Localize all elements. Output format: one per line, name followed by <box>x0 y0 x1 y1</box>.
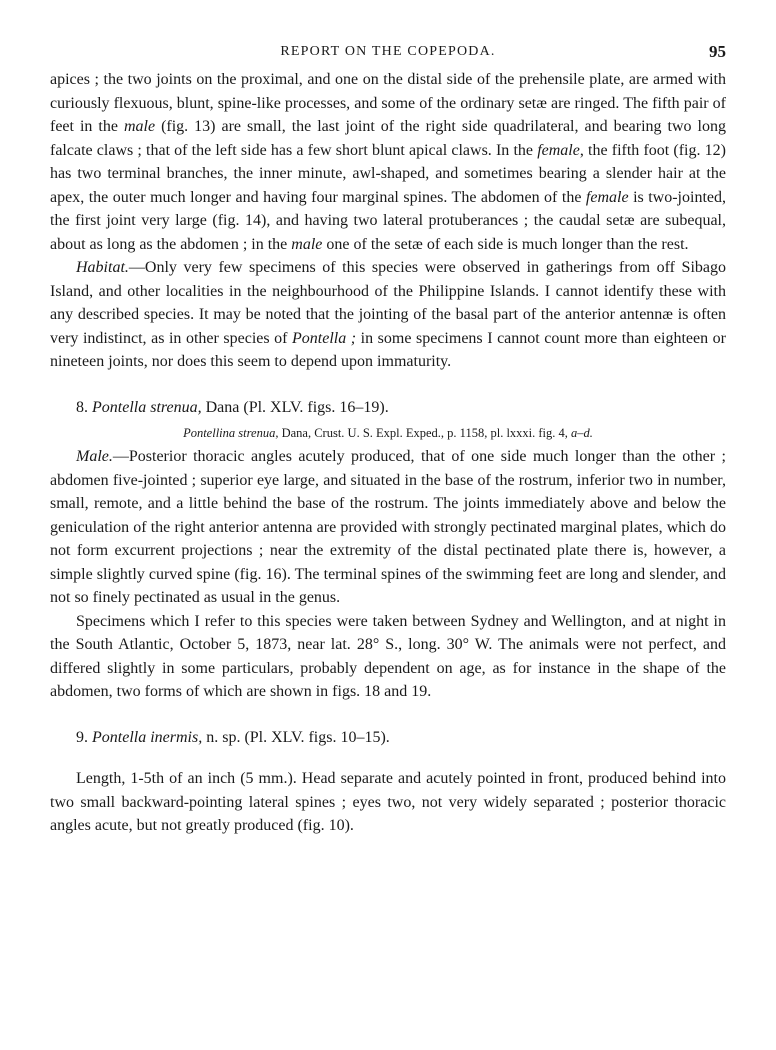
document-page <box>50 40 726 838</box>
species-reference: n. sp. (Pl. XLV. figs. 10–15). <box>202 728 390 746</box>
italic-genus: Pontella ; <box>292 329 357 347</box>
species-name: Pontella inermis, <box>92 728 203 746</box>
citation-text: Dana, Crust. U. S. Expl. Exped., p. 1158, pl. lxxxi. fig. 4, <box>278 426 572 440</box>
text-run: in some specimens I cannot count more than eighteen or nineteen joints, nor does this seem to depend upon immaturity. <box>50 329 726 370</box>
paragraph-specimens <box>50 610 726 704</box>
italic-term: male <box>291 235 323 253</box>
habitat-label: Habitat. <box>76 259 129 276</box>
italic-term: female <box>537 141 580 159</box>
species-number: 8. <box>76 398 92 416</box>
male-label: Male. <box>76 448 113 465</box>
text-run: (fig. 13) are small, the last joint of the right side quadrilateral, and bearing two long falcate claws ; that of the left side has a few short blunt apical claws. In the <box>50 118 726 159</box>
text-run: is two-jointed, the first joint very large (fig. 14), and having two lateral protuberances ; the caudal setæ are subequal, about as long as the abdomen ; in the <box>50 188 726 253</box>
text-run: Length, 1-5th of an inch (5 mm.). Head separate and acutely pointed in front, produced behind into two small backward-pointing lateral spines ; eyes two, not very widely separated ; posterior thoracic angles acute, but not greatly produced (fig. 10). <box>50 770 726 834</box>
paragraph-length <box>50 767 726 838</box>
paragraph-continuation <box>50 68 726 256</box>
paragraph-male-description <box>50 445 726 610</box>
text-run: one of the setæ of each side is much longer than the rest. <box>322 235 689 253</box>
text-run: Specimens which I refer to this species were taken between Sydney and Wellington, and at night in the South Atlantic, October 5, 1873, near lat. 28° S., long. 30° W. The animals were not perfect, and differed slightly in some particulars, probably dependent on age, as for instance in the shape of the abdomen, two forms of which are shown in figs. 18 and 19. <box>50 612 726 700</box>
italic-term: male <box>123 118 156 135</box>
citation-species: Pontellina strenua, <box>183 426 279 440</box>
species-name: Pontella strenua, <box>92 398 202 416</box>
species-heading-8 <box>50 396 726 420</box>
text-run: —Posterior thoracic angles acutely produced, that of one side much longer than the other ; abdomen five-jointed ; superior eye large, and situated in the base of the rostrum, inferior two in number, small, remote, and a little behind the base of the rostrum. The joints immediately above and below the geniculation of the right anterior antenna are provided with strongly pectinated marginal plates, which do not form excurrent projections ; near the extremity of the distal pectinated plate there is, however, a simple slightly curved spine (fig. 16). The terminal spines of the swimming feet are long and slender, and not so finely pectinated as usual in the genus. <box>50 448 726 606</box>
species-heading-9 <box>50 726 726 750</box>
paragraph-habitat <box>50 256 726 374</box>
text-run: apices ; the two joints on the proximal, and one on the distal side of the prehensile plate, are armed with curiously flexuous, blunt, spine-like processes, and some of the ordinary setæ are ringed. The fifth pair of feet in the <box>50 71 726 135</box>
citation-figs: a–d. <box>571 426 593 440</box>
running-head <box>50 40 726 68</box>
text-run: —Only very few specimens of this species were observed in gatherings from off Sibago Island, and other localities in the neighbourhood of the Philippine Islands. I cannot identify these with any described species. It may be noted that the jointing of the basal part of the anterior antennæ is often very indistinct, as in other species of <box>50 259 726 347</box>
text-run: , the fifth foot (fig. 12) has two terminal branches, the inner minute, awl-shaped, and sometimes bearing a slender hair at the apex, the outer much longer and having four marginal spines. The abdomen of the <box>50 141 726 206</box>
italic-term: female <box>585 188 629 206</box>
species-number: 9. <box>76 728 92 746</box>
running-title: REPORT ON THE COPEPODA. <box>280 44 496 59</box>
species-reference: Dana (Pl. XLV. figs. 16–19). <box>201 398 389 416</box>
citation <box>50 423 726 443</box>
page-number: 95 <box>709 42 726 61</box>
